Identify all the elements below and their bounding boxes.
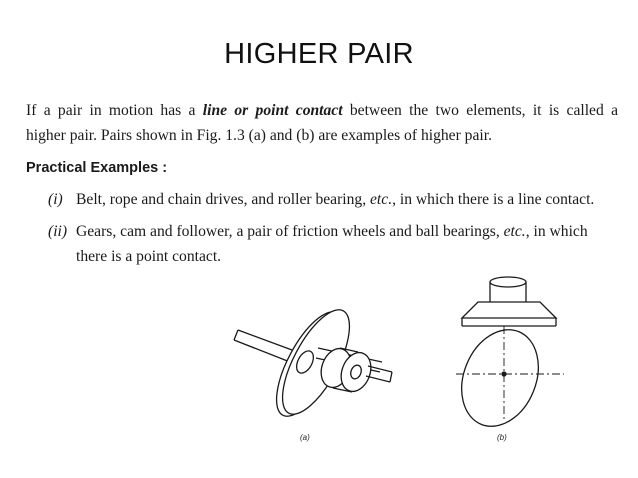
example-number: (ii) [48,223,68,240]
intro-text-line2: higher pair. Pairs shown in Fig. 1.3 (a) and (b) are examples of higher pair. [26,127,492,144]
figure-b-caption: (b) [497,433,507,442]
example-text-a: Gears, cam and follower, a pair of friction wheels and ball bearings, [76,223,504,240]
example-etc: etc. [370,191,393,208]
figure-a-disc-roller [234,300,392,425]
example-text-a: Belt, rope and chain drives, and roller bearing, [76,191,371,208]
example-text-line2: there is a point contact. [76,248,222,265]
intro-emphasis: line or point contact [202,102,343,119]
slide-title: HIGHER PAIR [224,38,414,70]
example-number: (i) [48,191,63,208]
example-text-b: , in which [525,223,588,240]
intro-text-part2: between the two elements, it is called a [342,102,618,119]
practical-examples-heading: Practical Examples : [26,160,168,176]
figure-b-cam-follower [448,277,564,438]
example-etc: etc. [503,223,526,240]
figure-a-caption: (a) [300,433,310,442]
intro-text-part1: If a pair in motion has a [26,102,203,119]
example-text-b: , in which there is a line contact. [392,191,595,208]
